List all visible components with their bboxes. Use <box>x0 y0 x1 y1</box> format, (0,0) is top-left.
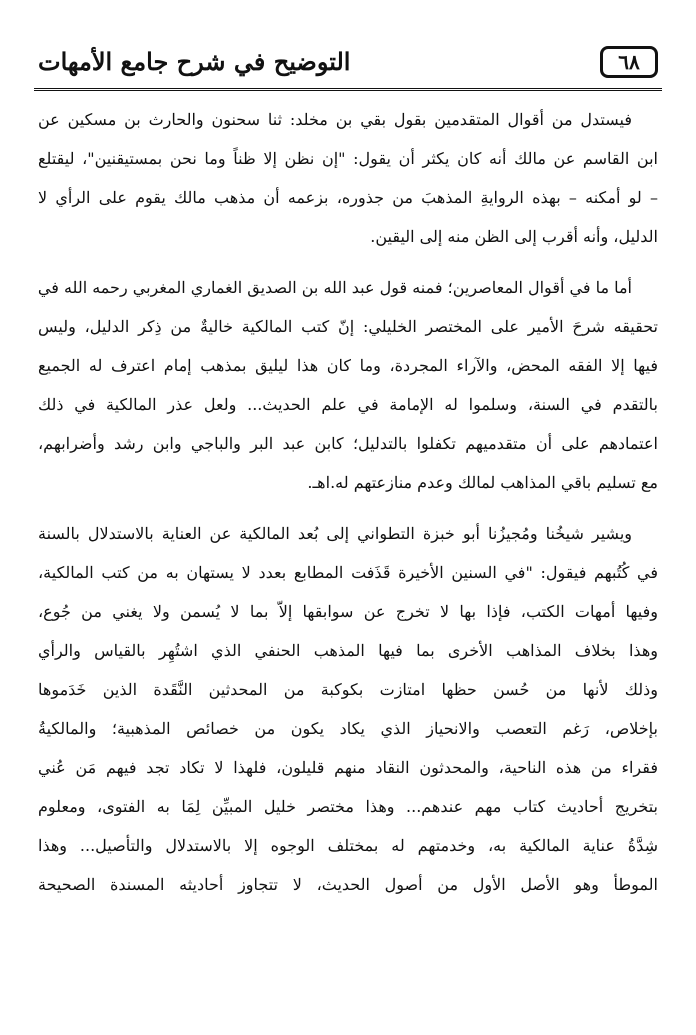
text-line: بالتقدم في السنة، وسلموا له الإمامة في علم الحديث... ولعل عذر المالكية في ذلك <box>38 395 658 414</box>
paragraph-1 <box>38 100 658 256</box>
text-line: الموطأ وهو الأصل الأول من أصول الحديث، لا تتجاوز أحاديثه المسندة الصحيحة <box>38 875 658 894</box>
body-text <box>38 100 658 916</box>
text-line: وذلك لأنها من حُسن حظها امتازت بكوكبة من المحدثين النَّقَدة الذين خَدَموها <box>38 680 658 699</box>
text-line: بتخريج أحاديث كتاب مهم عندهم... وهذا مختصر خليل المبيِّن لِمَا به الفتوى، ومعلوم <box>38 797 658 816</box>
text-line: في كُتُبهم فيقول: "في السنين الأخيرة قَذَفت المطابع بعدد لا يستهان به من كتب المالكية، <box>38 563 658 582</box>
text-line: فيها إلا الفقه المحض، والآراء المجردة، وما كان هذا ليليق بمذهب إمام اعترف له الجميع <box>38 356 658 375</box>
text-line: اعتمادهم على أن متقدميهم تكفلوا بالتدليل؛ كابن عبد البر والباجي وابن رشد وأضرابهم، <box>38 434 658 453</box>
text-line: تحقيقه شرحَ الأمير على المختصر الخليلي: إنّ كتب المالكية خاليةٌ من ذِكر الدليل، وليس <box>38 317 658 336</box>
text-line: ابن القاسم عن مالك أنه كان يكثر أن يقول: "إن نظن إلا ظناً وما نحن بمستيقنين"، ليقتلع <box>38 149 658 168</box>
text-line: أما ما في أقوال المعاصرين؛ فمنه قول عبد الله بن الصديق الغماري المغربي رحمه الله في <box>38 278 632 297</box>
paragraph-2 <box>38 268 658 502</box>
text-line: وفيها أمهات الكتب، فإذا بها لا تخرج عن سوابقها إلاّ بما لا يُسمن ولا يغني من جُوع، <box>38 602 658 621</box>
text-line: شِدَّةُ عناية المالكية به، وخدمتهم له بمختلف الوجوه إلا بالاستدلال والتأصيل... وهذا <box>38 836 658 855</box>
text-line: ويشير شيخُنا ومُجيزُنا أبو خبزة التطواني إلى بُعد المالكية عن العناية بالاستدلال بالسنة <box>38 524 632 543</box>
page-number-box <box>600 46 658 78</box>
text-line: الدليل، وأنه أقرب إلى الظن منه إلى اليقين. <box>370 227 658 246</box>
text-line: وهذا بخلاف المذاهب الأخرى بما فيها المذهب الحنفي الذي اشتُهِر بالقياس والرأي <box>38 641 658 660</box>
text-line: – لو أمكنه – بهذه الروايةِ المذهبَ من جذوره، بزعمه أن مذهب مالك يقوم على الرأي لا <box>38 188 658 207</box>
paragraph-3 <box>38 514 658 904</box>
running-header <box>34 42 662 91</box>
running-title: التوضيح في شرح جامع الأمهات <box>38 47 351 76</box>
text-line: فقراء من هذه الناحية، والمحدثون النقاد منهم قليلون، فلهذا لا تكاد تجد فيهم مَن عُني <box>38 758 658 777</box>
text-line: فيستدل من أقوال المتقدمين بقول بقي بن مخلد: ثنا سحنون والحارث بن مسكين عن <box>38 110 632 129</box>
text-line: بإخلاص، رَغم التعصب والانحياز الذي يكاد يكون من خصائص المذهبية؛ والمالكيةُ <box>38 719 658 738</box>
page-number: ٦٨ <box>618 50 640 74</box>
text-line: مع تسليم باقي المذاهب لمالك وعدم منازعتهم له.اهـ. <box>307 473 658 492</box>
